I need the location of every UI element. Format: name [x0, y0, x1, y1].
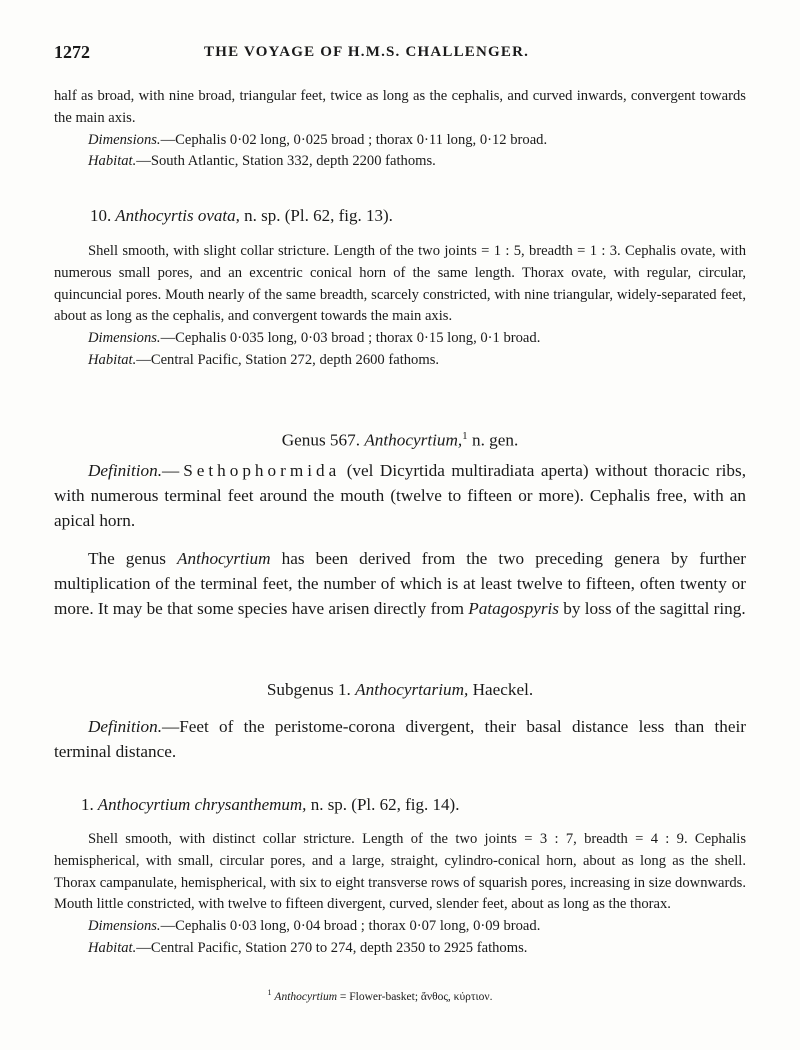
genus-heading: Genus 567. Anthocyrtium,$^1$ n. gen.	[281, 430, 519, 450]
running-title: THE VOYAGE OF H.M.S. CHALLENGER.	[204, 44, 530, 60]
species-heading: 10. Anthocyrtis ovata, n. sp. (Pl. 62, fig. 13).	[90, 206, 393, 225]
genus-paragraph: The genus Anthocyrtium has been derived from the two preceding genera by further multiplication of the terminal feet, the number of which is at least twelve to fifteen, often twenty or more. It may be that some species have arisen directly from Patagospyris by loss of the sagittal ring.	[54, 549, 746, 619]
habitat-line: Habitat.—Central Pacific, Station 270 to 274, depth 2350 to 2925 fathoms.	[88, 939, 528, 956]
page-header	[54, 42, 746, 66]
continuation-text: half as broad, with nine broad, triangular feet, twice as long as the cephalis, and curved inwards, convergent towards the main axis.	[54, 88, 746, 126]
page-number: 1272	[54, 42, 90, 62]
footnote: $^1$ Anthocyrtium = Flower-basket; ἄνθος, κύρτιον.	[267, 988, 493, 1003]
species-heading: 1. Anthocyrtium chrysanthemum, n. sp. (Pl. 62, fig. 14).	[81, 795, 460, 814]
genus-definition: Definition.—Sethophormida (vel Dicyrtida multiradiata aperta) without thoracic ribs, with numerous terminal feet around the mouth (twelve to fifteen or more). Cephalis free, with an apical horn.	[54, 461, 746, 531]
dimensions-line: Dimensions.—Cephalis 0·02 long, 0·025 broad ; thorax 0·11 long, 0·12 broad.	[88, 131, 548, 148]
subgenus-heading: Subgenus 1. Anthocyrtarium, Haeckel.	[266, 680, 534, 699]
continuation-block	[54, 86, 746, 173]
species-block	[54, 829, 746, 960]
species-description: Shell smooth, with distinct collar stricture. Length of the two joints = 3 : 7, breadth = 4 : 9. Cephalis hemispherical, with small, circular pores, and a large, straight, cylindro-conical horn, about as long as the shell. Thorax campanulate, hemispherical, with six to eight transverse rows of squarish pores, increasing in size downwards. Mouth little constricted, with twelve to fifteen divergent, curved, slender feet, about as long as the thorax.	[54, 831, 746, 913]
dimensions-line: Dimensions.—Cephalis 0·035 long, 0·03 broad ; thorax 0·15 long, 0·1 broad.	[88, 330, 541, 347]
dimensions-line: Dimensions.—Cephalis 0·03 long, 0·04 broad ; thorax 0·07 long, 0·09 broad.	[88, 918, 541, 935]
species-description: Shell smooth, with slight collar stricture. Length of the two joints = 1 : 5, breadth = 1 : 3. Cephalis ovate, with numerous small pores, and an excentric conical horn of the same length. Thorax ovate, with regular, circular, quincuncial pores. Mouth nearly of the same breadth, scarcely constricted, with nine triangular, widely-separated feet, about as long as the cephalis, and convergent towards the main axis.	[54, 243, 746, 325]
habitat-line: Habitat.—South Atlantic, Station 332, depth 2200 fathoms.	[88, 153, 436, 170]
habitat-line: Habitat.—Central Pacific, Station 272, depth 2600 fathoms.	[88, 351, 440, 368]
species-block	[54, 241, 746, 372]
subgenus-definition: Definition.—Feet of the peristome-corona divergent, their basal distance less than their terminal distance.	[54, 717, 746, 762]
